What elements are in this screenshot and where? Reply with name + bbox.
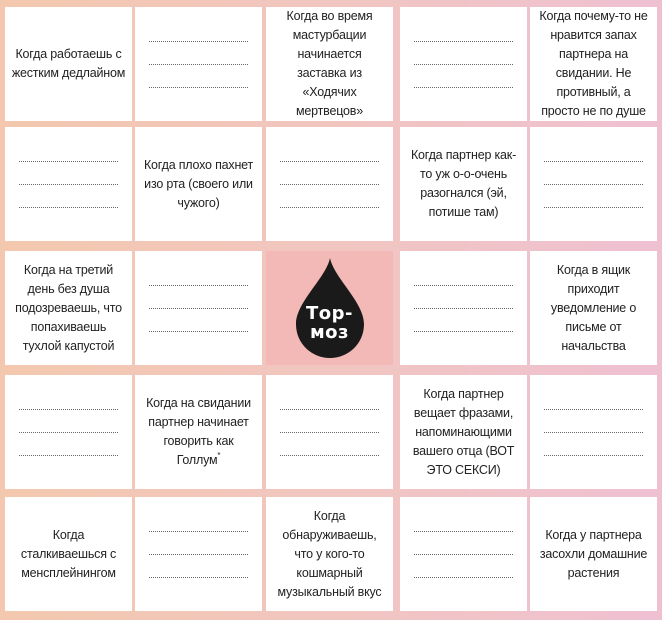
blank-lines — [11, 161, 126, 208]
cell-r1c4[interactable] — [400, 7, 527, 121]
blank-lines — [406, 285, 521, 332]
cell-r5c1 — [5, 497, 132, 611]
cell-text: Когда партнер вещает фразами, напоминающими вашего отца (ВОТ ЭТО СЕКСИ) — [412, 386, 515, 477]
blank-lines — [272, 409, 387, 456]
cell-r3c4[interactable] — [400, 251, 527, 365]
logo-line-2: моз — [309, 322, 350, 343]
cell-r4c3[interactable] — [266, 375, 393, 489]
cell-r1c3 — [266, 7, 393, 121]
cell-text: Когда обнаруживаешь, что у кого-то кошмарный музыкальный вкус — [277, 508, 382, 599]
cell-r4c2 — [135, 375, 262, 489]
cell-text: Когда на третий день без душа подозреваешь, что попахиваешь тухлой капустой — [15, 262, 122, 353]
cell-text: Когда в ящик приходит уведомление о письме от начальства — [550, 262, 637, 353]
cell-text: Когда почему-то не нравится запах партнера на свидании. Не противный, а просто не по душе — [539, 9, 648, 118]
cell-text: Когда плохо пахнет изо рта (своего или чужого) — [143, 157, 254, 210]
logo-line-1: Тор- — [306, 303, 353, 324]
cell-text: Когда у партнера засохли домашние растения — [539, 527, 648, 580]
blank-lines — [536, 409, 651, 456]
cell-text-wrap — [141, 394, 256, 470]
cell-r2c5[interactable] — [530, 127, 657, 241]
blank-lines — [11, 409, 126, 456]
cell-r4c1[interactable] — [5, 375, 132, 489]
blank-lines — [536, 161, 651, 208]
cell-r2c2 — [135, 127, 262, 241]
blank-lines — [406, 531, 521, 578]
cell-r1c2[interactable] — [135, 7, 262, 121]
blank-lines — [406, 41, 521, 88]
cell-text: Когда на свидании партнер начинает говорить как Голлум — [146, 396, 251, 467]
cell-r5c4[interactable] — [400, 497, 527, 611]
blank-lines — [141, 285, 256, 332]
cell-r3c5 — [530, 251, 657, 365]
footnote-mark: * — [217, 451, 221, 460]
cell-r5c2[interactable] — [135, 497, 262, 611]
cell-center-logo — [266, 251, 393, 365]
cell-r4c5[interactable] — [530, 375, 657, 489]
cell-text: Когда партнер как-то уж о-о-очень разогнался (эй, потише там) — [410, 148, 517, 219]
blank-lines — [141, 41, 256, 88]
cell-r5c3 — [266, 497, 393, 611]
cell-r3c1 — [5, 251, 132, 365]
cell-text: Когда работаешь с жестким дедлайном — [11, 47, 126, 80]
cell-text: Когда во время мастурбации начинается заставка из «Ходячих мертвецов» — [286, 9, 373, 118]
cell-r1c5 — [530, 7, 657, 121]
blank-lines — [141, 531, 256, 578]
cell-r2c4 — [400, 127, 527, 241]
tormoz-logo — [290, 256, 370, 360]
cell-r2c1[interactable] — [5, 127, 132, 241]
cell-r3c2[interactable] — [135, 251, 262, 365]
cell-r2c3[interactable] — [266, 127, 393, 241]
cell-text: Когда сталкиваешься с менсплейнингом — [20, 527, 117, 580]
cell-r5c5 — [530, 497, 657, 611]
cell-r1c1 — [5, 7, 132, 121]
cell-r4c4 — [400, 375, 527, 489]
blank-lines — [272, 161, 387, 208]
